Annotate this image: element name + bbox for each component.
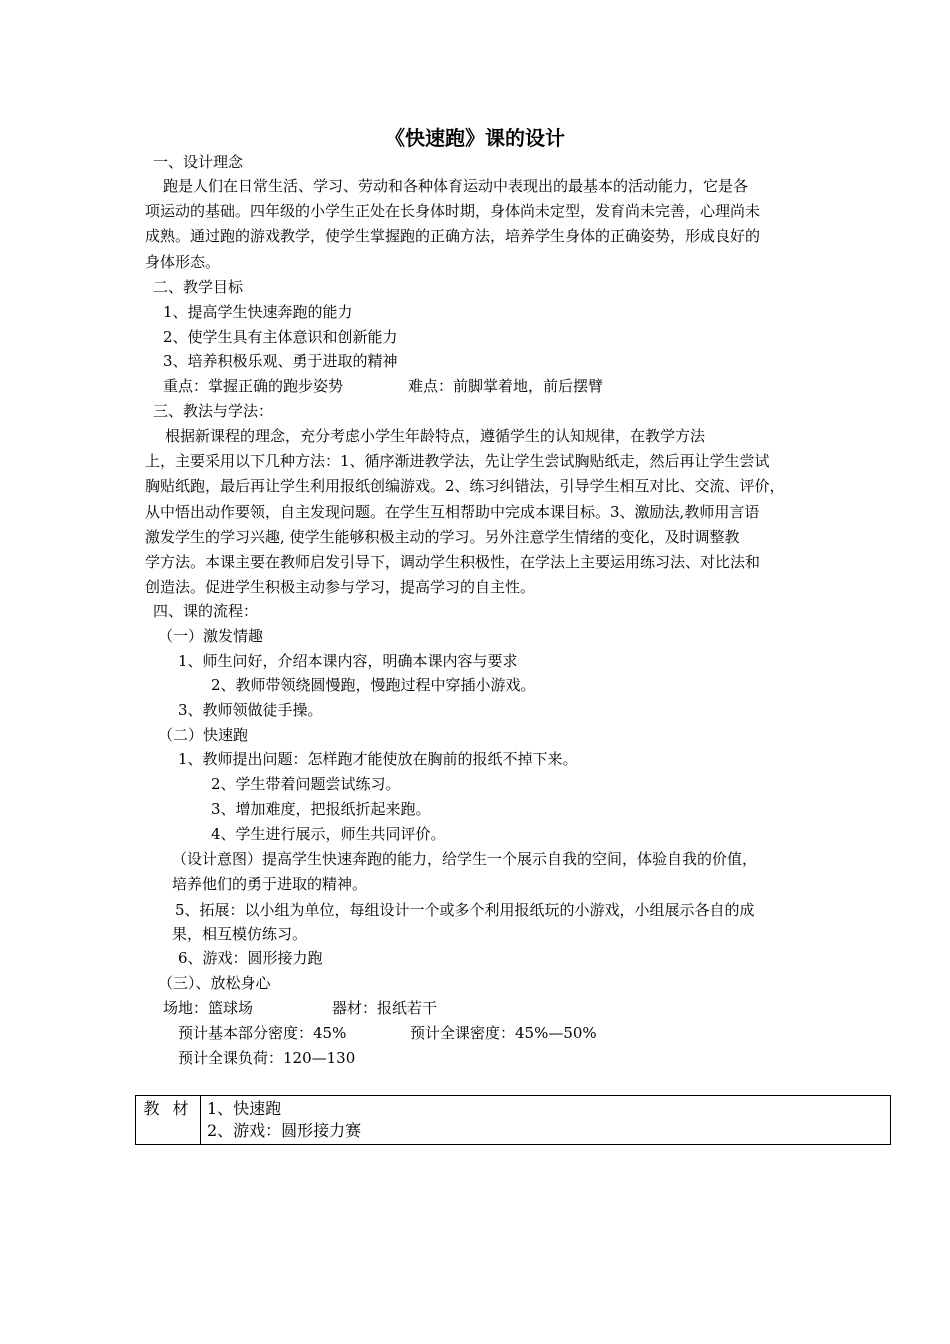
section-heading-design-concept: 一、设计理念 [153, 153, 244, 171]
table-item: 1、快速跑 [207, 1099, 282, 1118]
document-title: 《快速跑》课的设计 [385, 126, 565, 150]
flow-item: 2、学生带着问题尝试练习。 [211, 775, 401, 793]
flow-item: 1、教师提出问题：怎样跑才能使放在胸前的报纸不掉下来。 [178, 750, 578, 768]
goal-item: 2、使学生具有主体意识和创新能力 [163, 328, 398, 346]
section-heading-teaching-goals: 二、教学目标 [153, 278, 244, 296]
equipment: 器材：报纸若干 [332, 999, 438, 1017]
goal-item: 1、提高学生快速奔跑的能力 [163, 303, 353, 321]
paragraph-line: 跑是人们在日常生活、学习、劳动和各种体育运动中表现出的最基本的活动能力，它是各 [163, 177, 749, 195]
paragraph-line: 项运动的基础。四年级的小学生正处在长身体时期，身体尚未定型，发育尚未完善，心理尚未 [145, 202, 761, 221]
venue: 场地：篮球场 [163, 999, 254, 1017]
extension-line: 5、拓展：以小组为单位，每组设计一个或多个利用报纸玩的小游戏，小组展示各自的成 [175, 901, 755, 919]
flow-item: 4、学生进行展示，师生共同评价。 [211, 825, 446, 843]
extension-line: 果，相互模仿练习。 [172, 925, 308, 943]
paragraph-line: 学方法。本课主要在教师启发引导下，调动学生积极性，在学法上主要运用练习法、对比法和 [145, 553, 761, 572]
flow-item: 1、师生问好，介绍本课内容，明确本课内容与要求 [178, 652, 518, 670]
paragraph-line: 从中悟出动作要领，自主发现问题。在学生互相帮助中完成本课目标。3、激励法,教师用言语 [145, 502, 760, 521]
flow-item-game: 6、游戏：圆形接力跑 [178, 949, 323, 967]
table-content-cell [201, 1096, 891, 1145]
goal-item: 3、培养积极乐观、勇于进取的精神 [163, 352, 398, 370]
load: 预计全课负荷：120—130 [178, 1049, 356, 1067]
paragraph-line: 胸贴纸跑，最后再让学生利用报纸创编游戏。2、练习纠错法，引导学生相互对比、交流、评价， [145, 477, 785, 496]
design-concept-paragraph [145, 174, 810, 275]
density-all: 预计全课密度：45%—50% [410, 1024, 597, 1042]
table-row [136, 1096, 891, 1145]
part-heading-cooldown: （三）、放松身心 [158, 974, 271, 992]
difficulty-point: 难点：前脚掌着地，前后摆臂 [408, 377, 604, 395]
paragraph-line: 激发学生的学习兴趣, 使学生能够积极主动的学习。另外注意学生情绪的变化，及时调整教 [145, 527, 740, 546]
key-point: 重点：掌握正确的跑步姿势 [163, 377, 344, 395]
part-heading-fast-run: （二）快速跑 [158, 726, 249, 744]
paragraph-line: 根据新课程的理念，充分考虑小学生年龄特点，遵循学生的认知规律，在教学方法 [165, 427, 706, 445]
paragraph-line: 创造法。促进学生积极主动参与学习，提高学习的自主性。 [145, 578, 536, 597]
design-intent-line: 培养他们的勇于进取的精神。 [172, 875, 368, 893]
paragraph-line: 成熟。通过跑的游戏教学，使学生掌握跑的正确方法，培养学生身体的正确姿势，形成良好的 [145, 227, 761, 246]
materials-table [135, 1095, 891, 1145]
table-item: 2、游戏：圆形接力赛 [207, 1121, 362, 1140]
design-intent-line: （设计意图）提高学生快速奔跑的能力，给学生一个展示自我的空间，体验自我的价值， [172, 850, 758, 868]
part-heading-warmup: （一）激发情趣 [158, 627, 264, 645]
flow-item: 3、教师领做徒手操。 [178, 701, 323, 719]
methods-paragraph [145, 424, 810, 600]
section-heading-methods: 三、教法与学法： [153, 402, 274, 420]
flow-item: 3、增加难度，把报纸折起来跑。 [211, 800, 431, 818]
paragraph-line: 身体形态。 [145, 252, 221, 271]
density-basic: 预计基本部分密度：45% [178, 1024, 347, 1042]
paragraph-line: 上，主要采用以下几种方法：1、循序渐进教学法，先让学生尝试胸贴纸走，然后再让学生尝试 [145, 452, 770, 471]
flow-item: 2、教师带领绕圆慢跑，慢跑过程中穿插小游戏。 [211, 676, 536, 694]
table-label-cell: 教 材 [136, 1096, 201, 1145]
section-heading-lesson-flow: 四、课的流程： [153, 602, 259, 620]
